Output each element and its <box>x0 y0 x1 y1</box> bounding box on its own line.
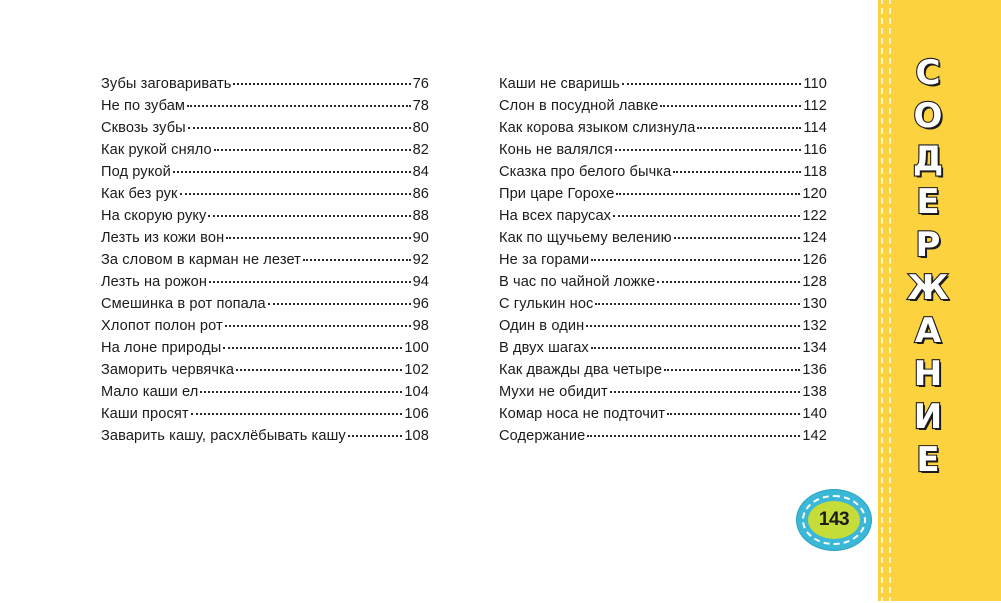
toc-entry-page: 76 <box>412 76 429 92</box>
section-title-letter: А <box>914 311 942 351</box>
toc-entry-page: 108 <box>404 428 429 444</box>
toc-entry <box>101 403 429 425</box>
toc-entry-page: 104 <box>404 384 429 400</box>
dot-leader <box>610 390 801 393</box>
toc-entry-page: 116 <box>803 142 827 158</box>
toc-entry <box>101 381 429 403</box>
toc-entry <box>101 315 429 337</box>
toc-entry <box>499 227 827 249</box>
toc-entry-title: В час по чайной ложке <box>499 274 656 290</box>
toc-entry-page: 122 <box>802 208 827 224</box>
toc-entry-page: 124 <box>802 230 827 246</box>
section-title-letter: О <box>913 96 943 136</box>
dot-leader <box>660 104 801 107</box>
dot-leader <box>348 434 403 437</box>
toc-entry <box>499 381 827 403</box>
dot-leader <box>223 346 402 349</box>
toc-entry-title: С гулькин нос <box>499 296 594 312</box>
toc-entry <box>101 183 429 205</box>
toc-entry-title: Слон в посудной лавке <box>499 98 659 114</box>
section-title-letter: Н <box>913 354 943 394</box>
toc-entry <box>499 183 827 205</box>
toc-entry-title: Сквозь зубы <box>101 120 186 136</box>
dot-leader <box>587 434 800 437</box>
toc-entry-title: Конь не валялся <box>499 142 613 158</box>
toc-entry-page: 78 <box>412 98 429 114</box>
toc-entry <box>499 315 827 337</box>
dot-leader <box>268 302 411 305</box>
toc-entry <box>101 425 429 447</box>
toc-entry-title: При царе Горохе <box>499 186 615 202</box>
toc-entry <box>499 139 827 161</box>
toc-entry <box>101 359 429 381</box>
toc-entry-page: 92 <box>412 252 429 268</box>
page-number: 143 <box>818 509 850 530</box>
toc-entry <box>101 95 429 117</box>
section-title-letter: Д <box>912 139 944 179</box>
dot-leader <box>697 126 801 129</box>
toc-entry-page: 106 <box>404 406 429 422</box>
section-title-letter: С <box>915 53 941 93</box>
page-number-badge <box>797 490 871 550</box>
dot-leader <box>616 192 800 195</box>
toc-entry-title: Как дважды два четыре <box>499 362 663 378</box>
dot-leader <box>191 412 403 415</box>
dot-leader <box>200 390 402 393</box>
stitch-line <box>881 0 884 603</box>
toc-entry-title: Каши не сваришь <box>499 76 620 92</box>
toc-entry-title: Зубы заговаривать <box>101 76 232 92</box>
toc-entry-title: Как корова языком слизнула <box>499 120 696 136</box>
toc-entry-page: 134 <box>802 340 827 356</box>
dot-leader <box>188 126 411 129</box>
dot-leader <box>180 192 411 195</box>
toc-entry-title: Содержание <box>499 428 586 444</box>
toc-entry-page: 132 <box>802 318 827 334</box>
toc-entry-title: Смешинка в рот попала <box>101 296 266 312</box>
section-title-letter: И <box>913 397 943 437</box>
toc-entry-page: 120 <box>802 186 827 202</box>
dot-leader <box>667 412 800 415</box>
toc-column-left <box>101 73 429 447</box>
toc-entry-page: 94 <box>412 274 429 290</box>
toc-entry <box>499 73 827 95</box>
toc-entry-page: 86 <box>412 186 429 202</box>
toc-entry-title: На скорую руку <box>101 208 207 224</box>
toc-entry-title: За словом в карман не лезет <box>101 252 301 268</box>
toc-entry-page: 88 <box>412 208 429 224</box>
toc-entry <box>101 293 429 315</box>
toc-entry <box>101 139 429 161</box>
toc-entry <box>499 425 827 447</box>
toc-entry-page: 136 <box>802 362 827 378</box>
toc-entry-page: 80 <box>412 120 429 136</box>
dot-leader <box>187 104 411 107</box>
dot-leader <box>173 170 411 173</box>
toc-entry <box>499 205 827 227</box>
toc-entry-page: 128 <box>802 274 827 290</box>
toc-entry <box>499 359 827 381</box>
dot-leader <box>615 148 802 151</box>
dot-leader <box>208 214 410 217</box>
toc-entry-page: 142 <box>802 428 827 444</box>
toc-entry-page: 90 <box>412 230 429 246</box>
toc-entry <box>101 205 429 227</box>
toc-entry <box>499 95 827 117</box>
toc-entry-page: 130 <box>802 296 827 312</box>
toc-entry-page: 118 <box>803 164 827 180</box>
toc-entry <box>101 227 429 249</box>
toc-entry <box>101 271 429 293</box>
toc-entry <box>499 249 827 271</box>
toc-entry-title: Под рукой <box>101 164 171 180</box>
toc-entry-page: 138 <box>802 384 827 400</box>
toc-entry-title: Каши просят <box>101 406 189 422</box>
toc-entry-title: Сказка про белого бычка <box>499 164 672 180</box>
dot-leader <box>613 214 800 217</box>
toc-entry-page: 84 <box>412 164 429 180</box>
toc-entry-page: 96 <box>412 296 429 312</box>
stitch-line <box>889 0 892 603</box>
dot-leader <box>591 346 801 349</box>
toc-entry <box>499 161 827 183</box>
section-title-letter: Ж <box>907 268 949 308</box>
dot-leader <box>214 148 411 151</box>
toc-entry-title: Как без рук <box>101 186 178 202</box>
toc-entry-title: Не за горами <box>499 252 590 268</box>
toc-entry <box>101 249 429 271</box>
section-title-letter: Р <box>915 225 941 265</box>
toc-entry-page: 102 <box>404 362 429 378</box>
toc-entry-title: Как рукой сняло <box>101 142 212 158</box>
dot-leader <box>233 82 410 85</box>
toc-entry-title: Мухи не обидит <box>499 384 608 400</box>
toc-entry <box>101 117 429 139</box>
toc-entry-page: 114 <box>803 120 827 136</box>
toc-entry <box>499 117 827 139</box>
dot-leader <box>209 280 411 283</box>
section-title-vertical <box>905 52 951 482</box>
toc-entry-title: Не по зубам <box>101 98 186 114</box>
toc-entry-title: Заморить червячка <box>101 362 235 378</box>
dot-leader <box>225 324 411 327</box>
dot-leader <box>236 368 402 371</box>
toc-entry <box>101 73 429 95</box>
toc-entry-page: 126 <box>802 252 827 268</box>
section-title-letter: Е <box>916 182 940 222</box>
dot-leader <box>586 324 800 327</box>
toc-entry <box>499 271 827 293</box>
toc-entry-title: Лезть на рожон <box>101 274 208 290</box>
dot-leader <box>673 170 801 173</box>
toc-entry-title: Хлопот полон рот <box>101 318 223 334</box>
toc-entry-title: Один в один <box>499 318 585 334</box>
toc-entry-title: В двух шагах <box>499 340 589 356</box>
dot-leader <box>674 236 801 239</box>
toc-entry-page: 82 <box>412 142 429 158</box>
toc-entry <box>101 161 429 183</box>
toc-entry-title: Лезть из кожи вон <box>101 230 225 246</box>
toc-entry <box>499 403 827 425</box>
dot-leader <box>226 236 410 239</box>
toc-entry-title: Комар носа не подточит <box>499 406 665 422</box>
dot-leader <box>622 82 802 85</box>
badge-inner <box>808 501 860 539</box>
dot-leader <box>595 302 800 305</box>
toc-entry-page: 110 <box>803 76 827 92</box>
section-title-letter: Е <box>916 440 940 480</box>
toc-entry-title: Заварить кашу, расхлёбывать кашу <box>101 428 346 444</box>
dot-leader <box>657 280 800 283</box>
dot-leader <box>303 258 411 261</box>
toc-entry-title: На всех парусах <box>499 208 612 224</box>
dot-leader <box>664 368 800 371</box>
toc-entry <box>499 293 827 315</box>
toc-entry-page: 100 <box>404 340 429 356</box>
toc-entry-page: 140 <box>802 406 827 422</box>
toc-column-right <box>499 73 827 447</box>
toc-entry-title: Мало каши ел <box>101 384 199 400</box>
toc-entry-title: Как по щучьему велению <box>499 230 672 246</box>
toc-entry <box>499 337 827 359</box>
toc-entry <box>101 337 429 359</box>
toc-entry-page: 112 <box>803 98 827 114</box>
toc-entry-page: 98 <box>412 318 429 334</box>
toc-entry-title: На лоне природы <box>101 340 222 356</box>
dot-leader <box>591 258 800 261</box>
